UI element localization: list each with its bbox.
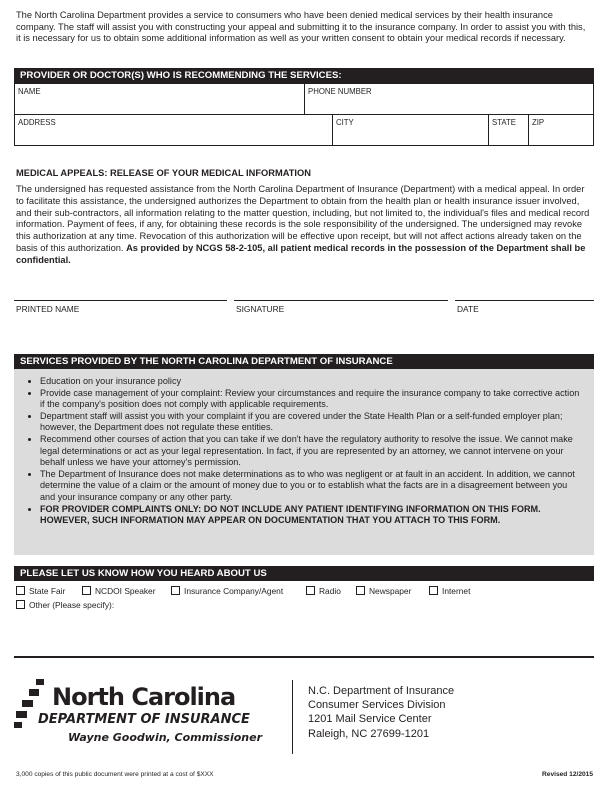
- checkbox-icon: [429, 586, 438, 595]
- printed-name-label: PRINTED NAME: [16, 304, 80, 314]
- list-item: • Education on your insurance policy: [40, 376, 582, 388]
- provider-zip-label: ZIP: [532, 118, 545, 127]
- checkbox-state-fair[interactable]: [16, 586, 65, 597]
- checkbox-internet[interactable]: [429, 586, 470, 597]
- list-item: • Provide case management of your complaint: Review your circumstances and require the insurance company to take corrective action if the company's position does not comply with applicable requirements.: [40, 388, 582, 411]
- release-body: The undersigned has requested assistance from the North Carolina Department of Insurance (Department) with a medical appeal. In order to facilitate this assistance, the undersigned authorizes the Department to obtain from the health plan or health insurance issuer involved, and their sub-contractors, all information relating to the matter question, including, but not limited to, the individual's files and medical record information. Payment of fees, if any, for obtaining these records is the sole responsibility of the undersigned. The undersigned may revoke this authorization at any time. Revocation of this authorization will be effective upon receipt, but will not affect actions already taken on the basis of this authorization.: [16, 184, 590, 253]
- checkbox-icon: [16, 600, 25, 609]
- services-list: [14, 369, 594, 527]
- signature-label: SIGNATURE: [236, 304, 285, 314]
- checkbox-label: NCDOI Speaker: [95, 586, 156, 596]
- checkbox-icon: [82, 586, 91, 595]
- release-heading: MEDICAL APPEALS: RELEASE OF YOUR MEDICAL INFORMATION: [16, 168, 311, 178]
- services-box: [14, 369, 594, 555]
- intro-paragraph: The North Carolina Department provides a service to consumers who have been denied medical services by their health insurance company. The staff will assist you with constructing your appeal and submitting it to the insurance company. In order to assist you with this, it is necessary for us to obtain some additional information as well as your written consent to obtain your medical records if necessary.: [16, 10, 586, 44]
- checkbox-other[interactable]: [16, 600, 114, 611]
- checkbox-newspaper[interactable]: [356, 586, 411, 597]
- revision-date: Revised 12/2015: [542, 771, 593, 778]
- logo-north-carolina: North Carolina: [52, 683, 236, 711]
- ncdoi-logo: [14, 679, 263, 746]
- checkbox-label: Other (Please specify):: [29, 600, 115, 610]
- logo-commissioner: Wayne Goodwin, Commissioner: [68, 731, 263, 744]
- checkbox-icon: [356, 586, 365, 595]
- checkbox-label: Insurance Company/Agent: [184, 586, 284, 596]
- list-item: • Recommend other courses of action that you can take if we don't have the regulatory authority to resolve the issue. We cannot make legal determinations or act as your legal representation. In fact, if you are represented by an attorney, we cannot intervene on your behalf unless we have your attorney's permission.: [40, 434, 582, 469]
- checkbox-label: Internet: [442, 586, 471, 596]
- provider-section-header: PROVIDER OR DOCTOR(S) WHO IS RECOMMENDING THE SERVICES:: [14, 68, 594, 83]
- release-paragraph: [16, 184, 594, 267]
- logo-mark-icon: [14, 679, 54, 741]
- heard-options-row: [16, 586, 592, 598]
- release-confidentiality-notice: As provided by NCGS 58-2-105, all patient medical records in the possession of the Department shall be confidential.: [16, 242, 586, 265]
- provider-phone-field[interactable]: [304, 84, 594, 114]
- checkbox-radio[interactable]: [306, 586, 341, 597]
- logo-address-separator: [292, 680, 293, 754]
- provider-city-label: CITY: [336, 118, 354, 127]
- address-line-4: Raleigh, NC 27699-1201: [308, 727, 430, 740]
- provider-phone-label: PHONE NUMBER: [308, 87, 372, 96]
- services-header: SERVICES PROVIDED BY THE NORTH CAROLINA DEPARTMENT OF INSURANCE: [14, 354, 594, 369]
- footer-divider: [14, 656, 594, 658]
- address-line-3: 1201 Mail Service Center: [308, 713, 432, 726]
- provider-address-field[interactable]: [15, 115, 332, 145]
- heard-about-header: PLEASE LET US KNOW HOW YOU HEARD ABOUT US: [14, 566, 594, 581]
- provider-address-label: ADDRESS: [18, 118, 56, 127]
- provider-name-label: NAME: [18, 87, 41, 96]
- mailing-address: [308, 684, 454, 741]
- provider-name-phone-row: [14, 83, 594, 115]
- checkbox-icon: [16, 586, 25, 595]
- checkbox-label: State Fair: [29, 586, 66, 596]
- provider-state-label: STATE: [492, 118, 516, 127]
- list-item: • Department staff will assist you with your complaint if you are covered under the State Health Plan or a self-funded employer plan; however, the Department does not regulate these entities.: [40, 411, 582, 434]
- provider-address-row: [14, 114, 594, 146]
- address-line-2: Consumer Services Division: [308, 699, 446, 712]
- checkbox-icon: [171, 586, 180, 595]
- signature-line[interactable]: [234, 300, 448, 301]
- checkbox-icon: [306, 586, 315, 595]
- provider-name-field[interactable]: [15, 84, 304, 114]
- provider-city-field[interactable]: [332, 115, 488, 145]
- checkbox-label: Radio: [319, 586, 341, 596]
- provider-zip-field[interactable]: [528, 115, 594, 145]
- printing-cost-note: 3,000 copies of this public document were printed at a cost of $XXX: [16, 771, 214, 778]
- date-line[interactable]: [455, 300, 594, 301]
- list-item: • The Department of Insurance does not make determinations as to who was negligent or at fault in an accident. In addition, we cannot determine the value of a claim or the amount of money due to you or to establish what the facts are in a disagreement between you and your insurance company or any other party.: [40, 469, 582, 504]
- provider-complaints-notice: • FOR PROVIDER COMPLAINTS ONLY: DO NOT INCLUDE ANY PATIENT IDENTIFYING INFORMATION ON THIS FORM. HOWEVER, SUCH INFORMATION MAY APPEAR ON DOCUMENTATION THAT YOU ATTACH TO THIS FORM.: [40, 504, 582, 527]
- checkbox-label: Newspaper: [369, 586, 412, 596]
- provider-state-field[interactable]: [488, 115, 528, 145]
- date-label: DATE: [457, 304, 479, 314]
- checkbox-ncdoi-speaker[interactable]: [82, 586, 156, 597]
- heard-other-row: [16, 600, 592, 612]
- printed-name-line[interactable]: [14, 300, 227, 301]
- address-line-1: N.C. Department of Insurance: [308, 685, 455, 697]
- logo-department: DEPARTMENT OF INSURANCE: [38, 712, 250, 727]
- checkbox-insurance-company-agent[interactable]: [171, 586, 283, 597]
